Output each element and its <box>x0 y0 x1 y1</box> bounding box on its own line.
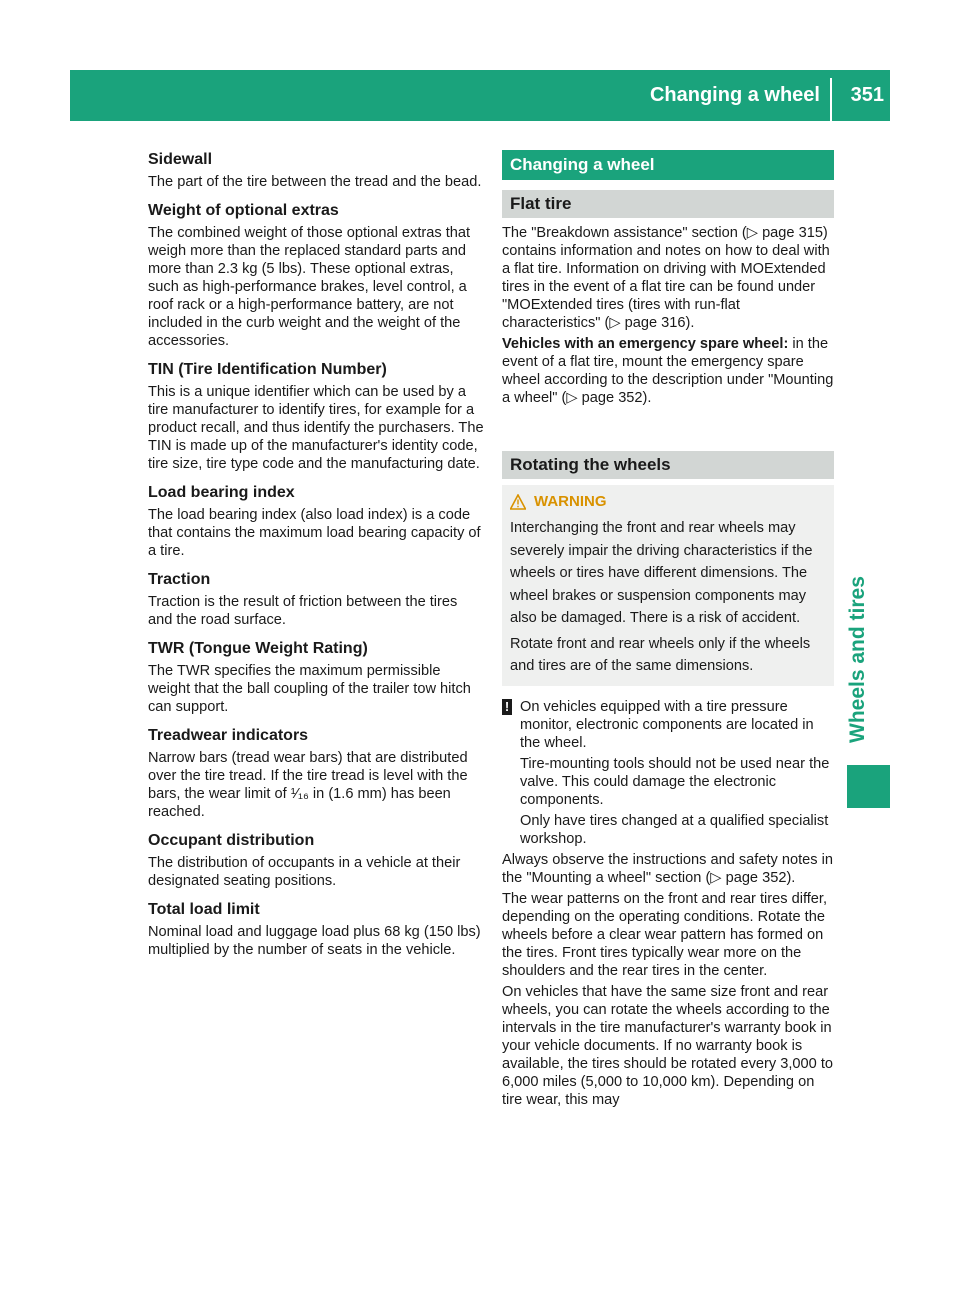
section-load-bearing-index <box>148 483 484 560</box>
section-heading: TIN (Tire Identification Number) <box>148 361 387 378</box>
note-text: Tire-mounting tools should not be used near the valve. This could damage the electronic components. <box>520 755 830 808</box>
section-occupant-distribution <box>148 831 484 890</box>
note-text: Only have tires changed at a qualified specialist workshop. <box>520 812 829 847</box>
body-text: Always observe the instructions and safety notes in the "Mounting a wheel" section (▷ page 352). <box>502 851 833 886</box>
side-tab-label: Wheels and tires <box>846 576 869 743</box>
spare-wheel-label: Vehicles with an emergency spare wheel: <box>502 336 789 352</box>
section-text: The part of the tire between the tread and the bead. <box>148 174 482 190</box>
warning-header <box>510 493 826 511</box>
side-tab <box>846 555 876 755</box>
section-heading: Traction <box>148 571 211 588</box>
flat-tire-text: The "Breakdown assistance" section (▷ page 315) contains information and notes on how to deal with a flat tire. Information on driving with MOExtended tires in the event of a flat tire can be found under "MOExtended tires (tires with run-flat characteristics" (▷ page 316). <box>502 225 830 331</box>
left-column <box>148 150 484 969</box>
section-heading: Treadwear indicators <box>148 727 309 744</box>
section-band-changing-wheel: Changing a wheel <box>502 150 834 180</box>
flat-tire-spare-wheel-text <box>502 335 834 407</box>
page-title: Changing a wheel <box>649 84 820 106</box>
section-text: The combined weight of those optional extras that weigh more than the replaced standard parts and more than 2.3 kg (5 lbs). These optional extras, such as high-performance brakes, level control, a roof rack or a high-performance battery, are not included in the curb weight and the weight of the accessories. <box>148 225 471 349</box>
section-text: The load bearing index (also load index) is a code that contains the maximum load bearing capacity of a tire. <box>148 507 481 559</box>
section-weight-optional-extras <box>148 201 484 350</box>
body-text: On vehicles that have the same size front and rear wheels, you can rotate the wheels according to the intervals in the tire manufacturer's warranty book in your vehicle documents. If no warranty book is available, the tires should be rotated every 3,000 to 6,000 miles (5,000 to 10,000 km). Depending on tire wear, this may <box>502 983 834 1108</box>
section-heading: Sidewall <box>148 151 213 168</box>
section-treadwear-indicators <box>148 726 484 821</box>
section-heading: Weight of optional extras <box>148 202 339 219</box>
body-text: The wear patterns on the front and rear tires differ, depending on the operating conditions. Rotate the wheels before a clear wear pattern has formed on the tires. Front tires typically wear more on the shoulders and the rear tires in the center. <box>502 890 828 979</box>
section-text: This is a unique identifier which can be used by a tire manufacturer to identify tires, for example for a product recall, and thus identify the purchasers. The TIN is made up of the manufacturer's identity code, tire size, tire type code and the manufacturing date. <box>148 384 484 472</box>
warning-label: WARNING <box>534 493 607 510</box>
warning-triangle-icon <box>510 494 526 510</box>
warning-text: Interchanging the front and rear wheels may severely impair the driving characteristics if the wheels or tires have different dimensions. The wheel brakes or suspension components may also be damaged. There is a risk of accident. <box>510 520 813 626</box>
side-tab-marker <box>847 765 890 808</box>
right-column <box>502 150 834 1109</box>
section-traction <box>148 570 484 629</box>
section-heading: TWR (Tongue Weight Rating) <box>148 640 368 657</box>
page-number: 351 <box>850 84 884 106</box>
section-total-load-limit <box>148 900 484 959</box>
header-divider <box>830 78 832 121</box>
note-block <box>502 698 834 848</box>
section-heading: Load bearing index <box>148 484 295 501</box>
section-text: The TWR specifies the maximum permissible weight that the ball coupling of the trailer tow hitch can support. <box>148 663 471 715</box>
section-text: Traction is the result of friction between the tires and the road surface. <box>148 594 458 628</box>
spare-wheel-text: in the event of a flat tire, mount the emergency spare wheel according to the description under "Mounting a wheel" (▷ page 352). <box>502 336 834 406</box>
section-text: Narrow bars (tread wear bars) that are distributed over the tire tread. If the tire tread is level with the bars, the wear limit of ¹⁄₁₆ in (1.6 mm) has been reached. <box>148 750 468 820</box>
subsection-band-rotating-wheels: Rotating the wheels <box>502 451 834 479</box>
section-sidewall <box>148 150 484 191</box>
section-text: Nominal load and luggage load plus 68 kg (150 lbs) multiplied by the number of seats in the vehicle. <box>148 924 481 958</box>
section-tin <box>148 360 484 473</box>
section-heading: Total load limit <box>148 901 260 918</box>
section-twr <box>148 639 484 716</box>
exclamation-icon: ! <box>502 699 512 715</box>
header-bar <box>70 70 890 121</box>
warning-box <box>502 485 834 686</box>
note-text: On vehicles equipped with a tire pressure monitor, electronic components are located in the wheel. <box>520 698 814 751</box>
warning-text: Rotate front and rear wheels only if the wheels and tires are of the same dimensions. <box>510 635 811 674</box>
section-heading: Occupant distribution <box>148 832 315 849</box>
subsection-band-flat-tire: Flat tire <box>502 190 834 218</box>
section-text: The distribution of occupants in a vehicle at their designated seating positions. <box>148 855 461 889</box>
